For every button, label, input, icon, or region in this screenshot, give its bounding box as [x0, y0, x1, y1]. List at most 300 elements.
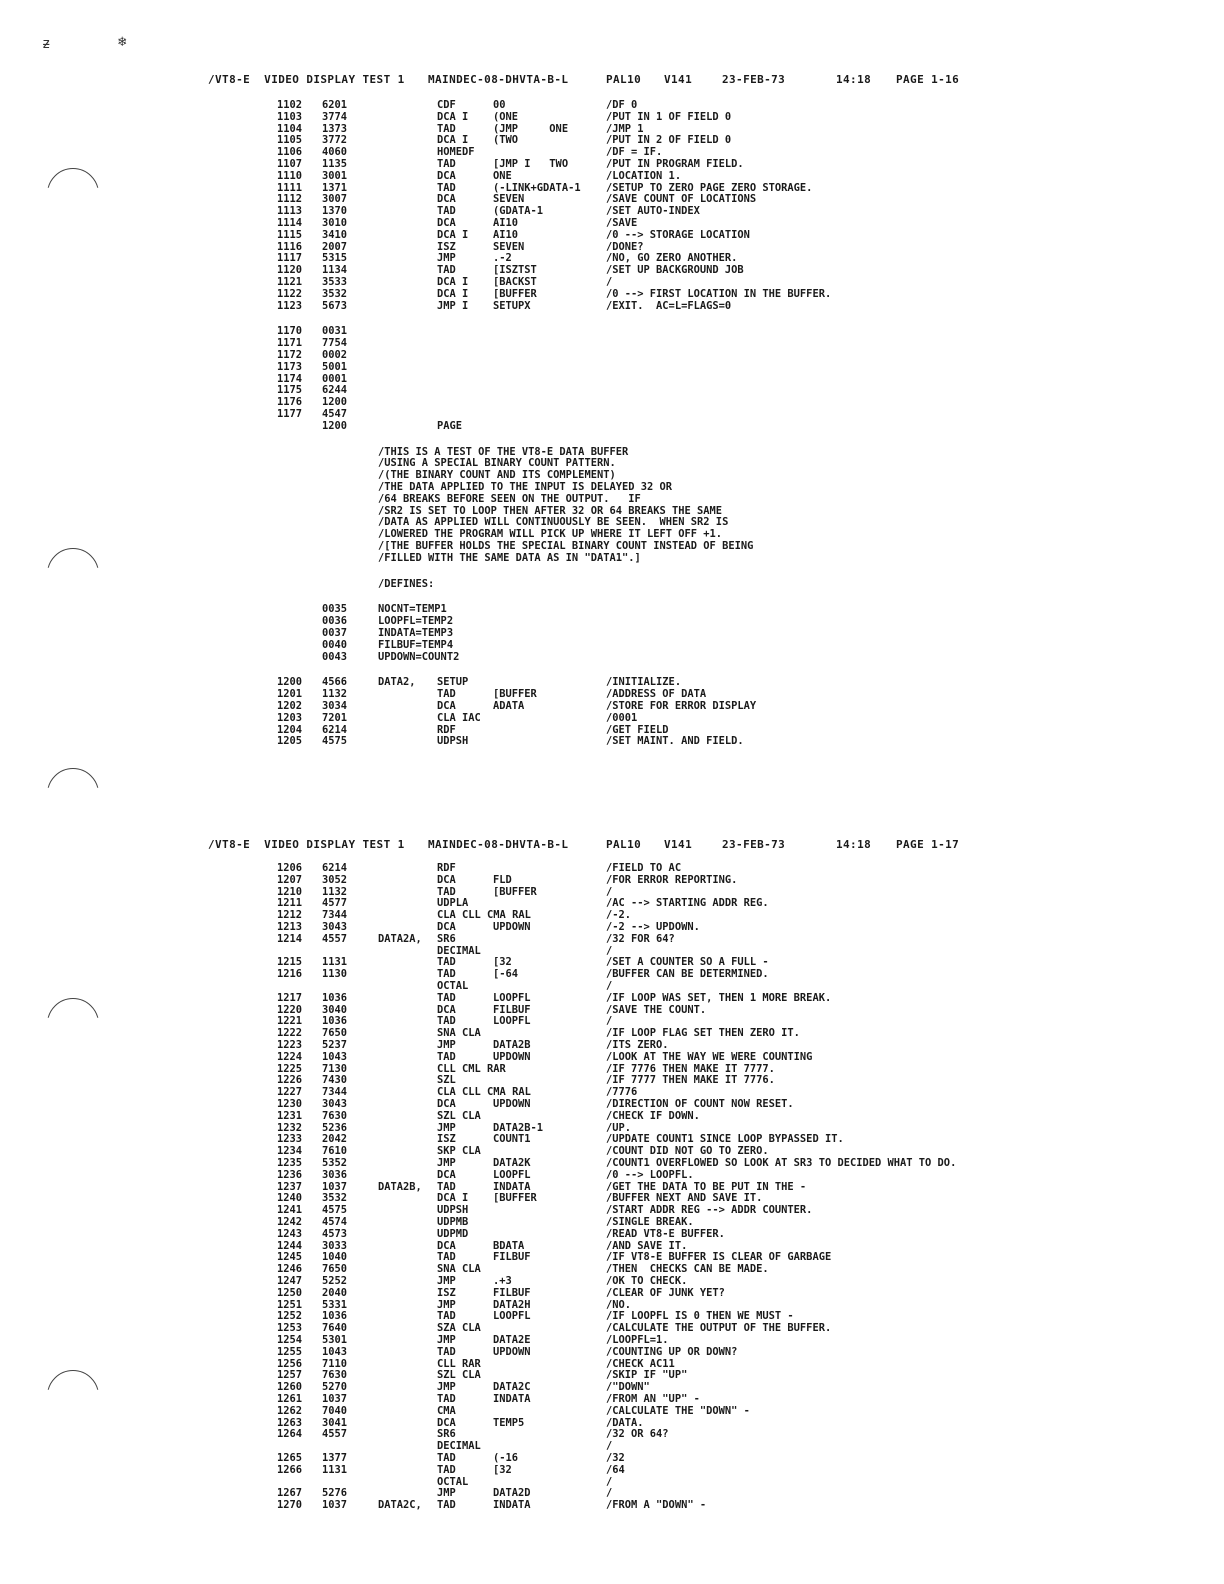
line-address: 1116	[277, 240, 303, 253]
opcode: TAD	[437, 688, 456, 701]
operand: [32	[493, 956, 512, 969]
octal-code: 0037	[322, 627, 348, 639]
operand: SEVEN	[493, 240, 525, 253]
opcode: SZL	[437, 1074, 456, 1087]
line-address: 1202	[277, 700, 303, 712]
comment: /IF LOOP FLAG SET THEN ZERO IT.	[606, 1027, 800, 1040]
octal-code: 5301	[322, 1334, 348, 1346]
comment: /CALCULATE THE "DOWN" -	[606, 1404, 750, 1417]
opcode: UDPSH	[437, 1204, 469, 1217]
line-address: 1176	[277, 396, 303, 409]
comment: /BUFFER NEXT AND SAVE IT.	[606, 1192, 763, 1205]
line-address: 1204	[277, 723, 303, 736]
operand: LOOPFL	[493, 991, 531, 1004]
comment: /32 OR 64?	[606, 1428, 669, 1441]
opcode: CDF	[437, 99, 456, 111]
comment: /DF 0	[606, 99, 638, 111]
operand: UPDOWN	[493, 1098, 531, 1110]
listing-row	[0, 1440, 1224, 1452]
comment-text: UPDOWN=COUNT2	[378, 650, 460, 663]
opcode: UDPMB	[437, 1216, 469, 1228]
opcode: TAD	[437, 158, 456, 170]
header-page: PAGE 1-17	[896, 838, 960, 851]
operand: TEMP5	[493, 1416, 525, 1429]
opcode: CLA IAC	[437, 711, 481, 724]
comment: /FROM AN "UP" -	[606, 1393, 700, 1405]
listing-row	[0, 1051, 1224, 1063]
line-address: 1215	[277, 956, 303, 969]
opcode: JMP	[437, 1157, 456, 1169]
opcode: SETUP	[437, 676, 469, 689]
comment-line	[0, 457, 1224, 469]
listing-row	[0, 241, 1224, 253]
comment: /COUNT DID NOT GO TO ZERO.	[606, 1145, 769, 1158]
octal-code: 3041	[322, 1416, 348, 1429]
opcode: OCTAL	[437, 1475, 469, 1488]
octal-code: 1131	[322, 1463, 348, 1476]
opcode: SR6	[437, 1428, 456, 1441]
line-address: 1200	[277, 676, 303, 689]
listing-row	[0, 688, 1224, 700]
listing-row	[0, 1027, 1224, 1039]
comment-line	[0, 540, 1224, 552]
binder-hole-3	[47, 768, 99, 820]
octal-code: 0031	[322, 325, 348, 338]
opcode: DCA I	[437, 110, 469, 123]
line-address: 1211	[277, 897, 303, 910]
comment: /DATA.	[606, 1416, 644, 1429]
listing-row	[0, 909, 1224, 921]
octal-code: 5276	[322, 1487, 348, 1500]
line-address: 1222	[277, 1027, 303, 1040]
comment-line	[0, 552, 1224, 564]
comment-line	[0, 481, 1224, 493]
opcode: RDF	[437, 723, 456, 736]
comment: /0001	[606, 711, 638, 724]
octal-code: 3036	[322, 1168, 348, 1181]
operand: FILBUF	[493, 1286, 531, 1299]
listing-row	[0, 1499, 1224, 1511]
octal-code: 0035	[322, 603, 348, 616]
line-address: 1112	[277, 193, 303, 206]
listing-row	[0, 146, 1224, 158]
listing-row	[0, 1169, 1224, 1181]
octal-code: 1371	[322, 181, 348, 194]
listing-row	[0, 337, 1224, 349]
opcode: JMP I	[437, 299, 469, 312]
line-address: 1207	[277, 873, 303, 886]
opcode: UDPMD	[437, 1227, 469, 1240]
line-address: 1172	[277, 349, 303, 361]
octal-code: 5252	[322, 1275, 348, 1287]
listing-row	[0, 886, 1224, 898]
line-address: 1261	[277, 1393, 303, 1405]
octal-code: 1036	[322, 1015, 348, 1028]
comment: /JMP 1	[606, 122, 644, 135]
line-address: 1117	[277, 252, 303, 265]
comment: /64	[606, 1463, 625, 1476]
opcode: TAD	[437, 1345, 456, 1358]
line-address: 1241	[277, 1204, 303, 1217]
line-address: 1115	[277, 228, 303, 241]
opcode: TAD	[437, 1310, 456, 1323]
octal-code: 3043	[322, 1098, 348, 1110]
comment: /0 --> FIRST LOCATION IN THE BUFFER.	[606, 287, 832, 300]
line-address: 1170	[277, 325, 303, 338]
listing-row	[0, 862, 1224, 874]
octal-code: 0040	[322, 638, 348, 651]
octal-code: 1130	[322, 968, 348, 981]
comment: /SET UP BACKGROUND JOB	[606, 264, 744, 277]
listing-row	[0, 1417, 1224, 1429]
opcode: TAD	[437, 181, 456, 194]
listing-row	[0, 945, 1224, 957]
line-address: 1122	[277, 287, 303, 300]
opcode: JMP	[437, 252, 456, 265]
line-address: 1242	[277, 1216, 303, 1228]
listing-row	[0, 980, 1224, 992]
margin-mark-left: ƶ	[42, 36, 51, 52]
comment: /SET AUTO-INDEX	[606, 205, 700, 218]
line-address: 1206	[277, 862, 303, 874]
operand: [BUFFER	[493, 688, 537, 701]
opcode: CLL CML RAR	[437, 1062, 506, 1075]
octal-code: 1134	[322, 264, 348, 277]
comment: /CHECK IF DOWN.	[606, 1109, 700, 1122]
opcode: DECIMAL	[437, 1440, 481, 1453]
line-address: 1257	[277, 1369, 303, 1382]
comment-line	[0, 578, 1224, 590]
octal-code: 5270	[322, 1381, 348, 1394]
line-address: 1171	[277, 337, 303, 350]
operand: AI10	[493, 217, 519, 229]
comment: /	[606, 1440, 613, 1453]
comment: /STORE FOR ERROR DISPLAY	[606, 700, 757, 712]
comment: /IF 7776 THEN MAKE IT 7777.	[606, 1062, 775, 1075]
opcode: DCA	[437, 193, 456, 206]
opcode: UDPSH	[437, 735, 469, 748]
opcode: JMP	[437, 1275, 456, 1287]
comment-line	[0, 651, 1224, 663]
line-address: 1226	[277, 1074, 303, 1087]
line-address: 1205	[277, 735, 303, 748]
opcode: TAD	[437, 1015, 456, 1028]
comment: /DONE?	[606, 240, 644, 253]
operand: UPDOWN	[493, 1345, 531, 1358]
opcode: DCA	[437, 217, 456, 229]
comment: /	[606, 980, 613, 992]
comment-text: /SR2 IS SET TO LOOP THEN AFTER 32 OR 64 BREAKS THE SAME	[378, 504, 723, 517]
comment: /	[606, 1015, 613, 1028]
comment: /SET A COUNTER SO A FULL -	[606, 956, 769, 969]
opcode: DECIMAL	[437, 944, 481, 957]
line-address: 1252	[277, 1310, 303, 1323]
comment: /AC --> STARTING ADDR REG.	[606, 897, 769, 910]
comment: /LOCATION 1.	[606, 169, 682, 182]
listing-row	[0, 1086, 1224, 1098]
operand: DATA2C	[493, 1381, 531, 1394]
listing-row	[0, 1098, 1224, 1110]
octal-code: 1036	[322, 991, 348, 1004]
header-version: V141	[664, 73, 693, 86]
operand: SEVEN	[493, 193, 525, 206]
line-address: 1245	[277, 1251, 303, 1264]
comment-line	[0, 528, 1224, 540]
opcode: TAD	[437, 205, 456, 218]
octal-code: 3040	[322, 1003, 348, 1016]
octal-code: 3774	[322, 110, 348, 123]
opcode: TAD	[437, 1050, 456, 1063]
opcode: PAGE	[437, 419, 463, 432]
line-address: 1264	[277, 1428, 303, 1441]
comment: /0 --> LOOPFL.	[606, 1168, 694, 1181]
opcode: JMP	[437, 1121, 456, 1134]
octal-code: 3007	[322, 193, 348, 206]
line-address: 1262	[277, 1404, 303, 1417]
comment: /EXIT. AC=L=FLAGS=0	[606, 299, 732, 312]
opcode: CLA CLL CMA RAL	[437, 1086, 531, 1099]
opcode: CLL RAR	[437, 1357, 481, 1370]
comment-text: /DEFINES:	[378, 577, 435, 590]
listing-row	[0, 968, 1224, 980]
operand: ONE	[493, 169, 512, 182]
opcode: OCTAL	[437, 980, 469, 992]
header-pal: PAL10	[606, 838, 642, 851]
comment: /-2 --> UPDOWN.	[606, 921, 700, 933]
operand: .-2	[493, 252, 512, 265]
comment-text: INDATA=TEMP3	[378, 627, 454, 639]
listing-row	[0, 1251, 1224, 1263]
line-address: 1231	[277, 1109, 303, 1122]
line-address: 1114	[277, 217, 303, 229]
octal-code: 0002	[322, 349, 348, 361]
listing-row	[0, 373, 1224, 385]
comment-text: NOCNT=TEMP1	[378, 603, 447, 616]
comment: /IF VT8-E BUFFER IS CLEAR OF GARBAGE	[606, 1251, 832, 1264]
listing-row	[0, 1405, 1224, 1417]
octal-code: 1037	[322, 1499, 348, 1512]
comment: /IF LOOP WAS SET, THEN 1 MORE BREAK.	[606, 991, 832, 1004]
line-address: 1173	[277, 360, 303, 373]
comment: /SINGLE BREAK.	[606, 1216, 694, 1228]
octal-code: 1200	[322, 396, 348, 409]
comment: /32	[606, 1452, 625, 1464]
listing-row	[0, 933, 1224, 945]
opcode: DCA	[437, 921, 456, 933]
opcode: DCA	[437, 169, 456, 182]
opcode: TAD	[437, 264, 456, 277]
line-address: 1111	[277, 181, 303, 194]
line-address: 1175	[277, 384, 303, 397]
octal-code: 3772	[322, 134, 348, 147]
comment: /BUFFER CAN BE DETERMINED.	[606, 968, 769, 981]
comment-line	[0, 615, 1224, 627]
listing-row	[0, 217, 1224, 229]
comment-text: /DATA AS APPLIED WILL CONTINUOUSLY BE SEEN. WHEN SR2 IS	[378, 516, 729, 529]
opcode: DCA	[437, 873, 456, 886]
listing-row	[0, 1110, 1224, 1122]
comment: /DF = IF.	[606, 146, 663, 159]
comment: /AND SAVE IT.	[606, 1239, 688, 1252]
line-address: 1234	[277, 1145, 303, 1158]
octal-code: 1373	[322, 122, 348, 135]
line-address: 1113	[277, 205, 303, 218]
opcode: JMP	[437, 1039, 456, 1051]
comment-text: /USING A SPECIAL BINARY COUNT PATTERN.	[378, 457, 616, 470]
listing-row	[0, 300, 1224, 312]
octal-code: 5331	[322, 1298, 348, 1311]
octal-code: 3532	[322, 287, 348, 300]
octal-code: 4557	[322, 1428, 348, 1441]
listing-row	[0, 1204, 1224, 1216]
opcode: JMP	[437, 1381, 456, 1394]
operand: (-16	[493, 1452, 519, 1464]
octal-code: 4575	[322, 1204, 348, 1217]
line-address: 1220	[277, 1003, 303, 1016]
opcode: ISZ	[437, 1286, 456, 1299]
line-address: 1246	[277, 1263, 303, 1276]
comment: /0 --> STORAGE LOCATION	[606, 228, 750, 241]
listing-row	[0, 252, 1224, 264]
listing-row	[0, 1275, 1224, 1287]
operand: FILBUF	[493, 1251, 531, 1264]
octal-code: 5001	[322, 360, 348, 373]
line-address: 1255	[277, 1345, 303, 1358]
comment-text: /THE DATA APPLIED TO THE INPUT IS DELAYED 32 OR	[378, 481, 673, 493]
octal-code: 3532	[322, 1192, 348, 1205]
comment: /PUT IN 2 OF FIELD 0	[606, 134, 732, 147]
comment: /32 FOR 64?	[606, 932, 675, 945]
opcode: UDPLA	[437, 897, 469, 910]
listing-row	[0, 99, 1224, 111]
operand: UPDOWN	[493, 1050, 531, 1063]
octal-code: 3034	[322, 700, 348, 712]
octal-code: 1040	[322, 1251, 348, 1264]
header-version: V141	[664, 838, 693, 851]
line-address: 1236	[277, 1168, 303, 1181]
comment: /NO.	[606, 1298, 632, 1311]
listing-row	[0, 1157, 1224, 1169]
line-address: 1223	[277, 1039, 303, 1051]
line-address: 1233	[277, 1133, 303, 1146]
comment-line	[0, 639, 1224, 651]
comment-text: /[THE BUFFER HOLDS THE SPECIAL BINARY COUNT INSTEAD OF BEING	[378, 540, 754, 552]
octal-code: 1043	[322, 1050, 348, 1063]
octal-code: 1037	[322, 1180, 348, 1193]
comment: /SET MAINT. AND FIELD.	[606, 735, 744, 748]
line-address: 1105	[277, 134, 303, 147]
operand: [BUFFER	[493, 1192, 537, 1205]
octal-code: 7630	[322, 1109, 348, 1122]
line-address: 1243	[277, 1227, 303, 1240]
operand: [-64	[493, 968, 519, 981]
octal-code: 5673	[322, 299, 348, 312]
listing-row	[0, 1346, 1224, 1358]
line-address: 1203	[277, 711, 303, 724]
octal-code: 3010	[322, 217, 348, 229]
comment: /READ VT8-E BUFFER.	[606, 1227, 725, 1240]
operand: BDATA	[493, 1239, 525, 1252]
comment-text: /LOWERED THE PROGRAM WILL PICK UP WHERE IT LEFT OFF +1.	[378, 528, 723, 541]
listing-row	[0, 325, 1224, 337]
opcode: DCA	[437, 700, 456, 712]
comment: /	[606, 276, 613, 288]
octal-code: 4566	[322, 676, 348, 689]
line-address: 1177	[277, 408, 303, 420]
opcode: TAD	[437, 122, 456, 135]
header-page: PAGE 1-16	[896, 73, 960, 86]
comment: /"DOWN"	[606, 1381, 650, 1394]
opcode: SZL CLA	[437, 1109, 481, 1122]
line-address: 1237	[277, 1180, 303, 1193]
listing-row	[0, 1192, 1224, 1204]
operand: FILBUF	[493, 1003, 531, 1016]
operand: DATA2K	[493, 1157, 531, 1169]
listing-row	[0, 1122, 1224, 1134]
comment: /THEN CHECKS CAN BE MADE.	[606, 1263, 769, 1276]
listing-row	[0, 276, 1224, 288]
opcode: SR6	[437, 932, 456, 945]
comment: /UP.	[606, 1121, 632, 1134]
line-address: 1214	[277, 932, 303, 945]
line-address: 1106	[277, 146, 303, 159]
listing-row	[0, 956, 1224, 968]
opcode: DCA I	[437, 1192, 469, 1205]
listing-row	[0, 676, 1224, 688]
octal-code: 0036	[322, 615, 348, 628]
listing-row	[0, 123, 1224, 135]
line-address: 1250	[277, 1286, 303, 1299]
octal-code: 1200	[322, 419, 348, 432]
octal-code: 4573	[322, 1227, 348, 1240]
listing-row	[0, 1216, 1224, 1228]
comment: /FIELD TO AC	[606, 862, 682, 874]
line-address: 1267	[277, 1487, 303, 1500]
line-address: 1123	[277, 299, 303, 312]
octal-code: 2042	[322, 1133, 348, 1146]
opcode: TAD	[437, 1251, 456, 1264]
line-address: 1244	[277, 1239, 303, 1252]
comment-line	[0, 446, 1224, 458]
opcode: CLA CLL CMA RAL	[437, 909, 531, 922]
comment: /LOOPFL=1.	[606, 1334, 669, 1346]
listing-row	[0, 1228, 1224, 1240]
line-address: 1232	[277, 1121, 303, 1134]
comment-line	[0, 627, 1224, 639]
line-address: 1224	[277, 1050, 303, 1063]
octal-code: 7640	[322, 1322, 348, 1335]
operand: [BUFFER	[493, 885, 537, 898]
header-time: 14:18	[836, 73, 872, 86]
octal-code: 2007	[322, 240, 348, 253]
operand: FLD	[493, 873, 512, 886]
listing-row	[0, 1287, 1224, 1299]
opcode: TAD	[437, 1180, 456, 1193]
listing-row	[0, 264, 1224, 276]
comment: /IF LOOPFL IS 0 THEN WE MUST -	[606, 1310, 794, 1323]
operand: INDATA	[493, 1393, 531, 1405]
comment: /PUT IN 1 OF FIELD 0	[606, 110, 732, 123]
header-title: /VT8-E VIDEO DISPLAY TEST 1	[208, 838, 405, 851]
listing-row	[0, 992, 1224, 1004]
operand: INDATA	[493, 1499, 531, 1512]
octal-code: 5352	[322, 1157, 348, 1169]
listing-row	[0, 1310, 1224, 1322]
opcode: DCA I	[437, 287, 469, 300]
operand: (GDATA-1	[493, 205, 544, 218]
comment: /	[606, 1487, 613, 1500]
operand: [ISZTST	[493, 264, 537, 277]
